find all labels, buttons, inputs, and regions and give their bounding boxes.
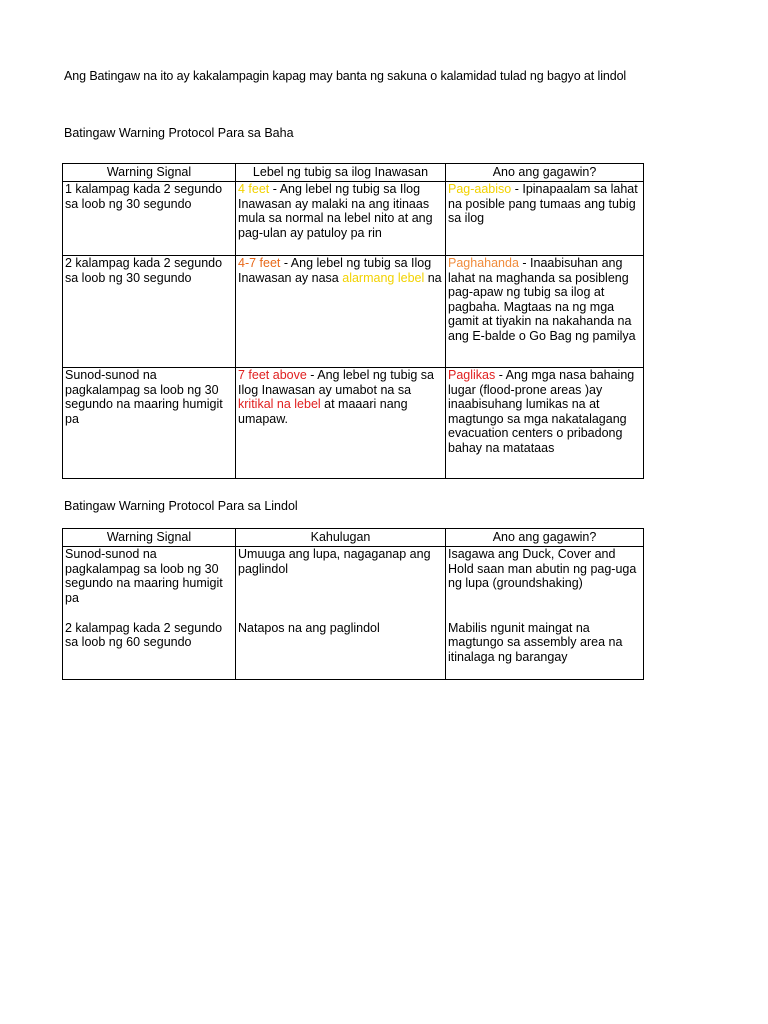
level-text-end: na [424, 270, 442, 285]
table-row [63, 621, 644, 680]
table-row [63, 256, 644, 368]
warning-signal-cell: 2 kalampag kada 2 segundo sa loob ng 30 segundo [63, 256, 236, 368]
header-warning-signal: Warning Signal [63, 164, 236, 182]
earthquake-protocol-table [62, 528, 644, 680]
header-action: Ano ang gagawin? [446, 529, 644, 547]
level-text-end: at maaari nang umapaw. [238, 397, 408, 426]
header-meaning: Kahulugan [236, 529, 446, 547]
header-action: Ano ang gagawin? [446, 164, 644, 182]
level-text: - Ang lebel ng tubig sa Ilog Inawasan ay malaki na ang itinaas mula sa normal na lebel nito at ang pag-ulan ay patuloy pa rin [238, 182, 433, 240]
action-highlight: Paghahanda [448, 256, 519, 270]
table-row [63, 182, 644, 256]
action-highlight: Pag-aabiso [448, 182, 512, 196]
flood-protocol-table [62, 163, 644, 479]
action-text: - Ipinapaalam sa lahat na posible pang tumaas ang tubig sa ilog [448, 182, 638, 225]
level-text: - Ang lebel ng tubig sa Ilog Inawasan ay umabot na sa [238, 368, 434, 397]
warning-signal-cell: 2 kalampag kada 2 segundo sa loob ng 60 segundo [63, 621, 236, 680]
table-row [63, 368, 644, 479]
action-text: - Inaabisuhan ang lahat na maghanda sa posibleng pag-apaw ng tubig sa ilog at pagbaha. Magtaas na ng mga gamit at tiyakin na nakahanda na ang E-balde o Go Bag ng pamilya [448, 256, 636, 343]
earthquake-protocol-title: Batingaw Warning Protocol Para sa Lindol [64, 499, 298, 513]
header-water-level: Lebel ng tubig sa ilog Inawasan [236, 164, 446, 182]
header-warning-signal: Warning Signal [63, 529, 236, 547]
water-level-cell [236, 256, 446, 368]
level-highlight-2: kritikal na lebel [238, 397, 321, 411]
warning-signal-cell: Sunod-sunod na pagkalampag sa loob ng 30 segundo na maaring humigit pa [63, 368, 236, 479]
level-text: - Ang lebel ng tubig sa Ilog Inawasan ay nasa [238, 256, 432, 285]
action-cell [446, 368, 644, 479]
meaning-cell: Umuuga ang lupa, nagaganap ang paglindol [236, 547, 446, 621]
action-cell: Mabilis ngunit maingat na magtungo sa assembly area na itinalaga ng barangay [446, 621, 644, 680]
water-level-cell [236, 368, 446, 479]
warning-signal-cell: 1 kalampag kada 2 segundo sa loob ng 30 segundo [63, 182, 236, 256]
flood-protocol-title: Batingaw Warning Protocol Para sa Baha [64, 126, 294, 140]
water-level-cell [236, 182, 446, 256]
action-highlight: Paglikas [448, 368, 496, 382]
table-header-row [63, 164, 644, 182]
level-highlight: 4 feet [238, 182, 270, 196]
intro-text: Ang Batingaw na ito ay kakalampagin kapag may banta ng sakuna o kalamidad tulad ng bagyo at lindol [64, 69, 627, 83]
level-highlight: 7 feet above [238, 368, 307, 382]
meaning-cell: Natapos na ang paglindol [236, 621, 446, 680]
table-header-row [63, 529, 644, 547]
action-cell [446, 256, 644, 368]
level-highlight-2: alarmang lebel [342, 270, 425, 285]
warning-signal-cell: Sunod-sunod na pagkalampag sa loob ng 30 segundo na maaring humigit pa [63, 547, 236, 621]
action-cell: Isagawa ang Duck, Cover and Hold saan man abutin ng pag-uga ng lupa (groundshaking) [446, 547, 644, 621]
level-highlight: 4-7 feet [238, 256, 281, 270]
action-text: - Ang mga nasa bahaing lugar (flood-prone areas )ay inaabisuhang lumikas na at magtungo sa mga nakatalagang evacuation centers o pribadong bahay na matataas [448, 368, 635, 455]
action-cell [446, 182, 644, 256]
table-row [63, 547, 644, 621]
